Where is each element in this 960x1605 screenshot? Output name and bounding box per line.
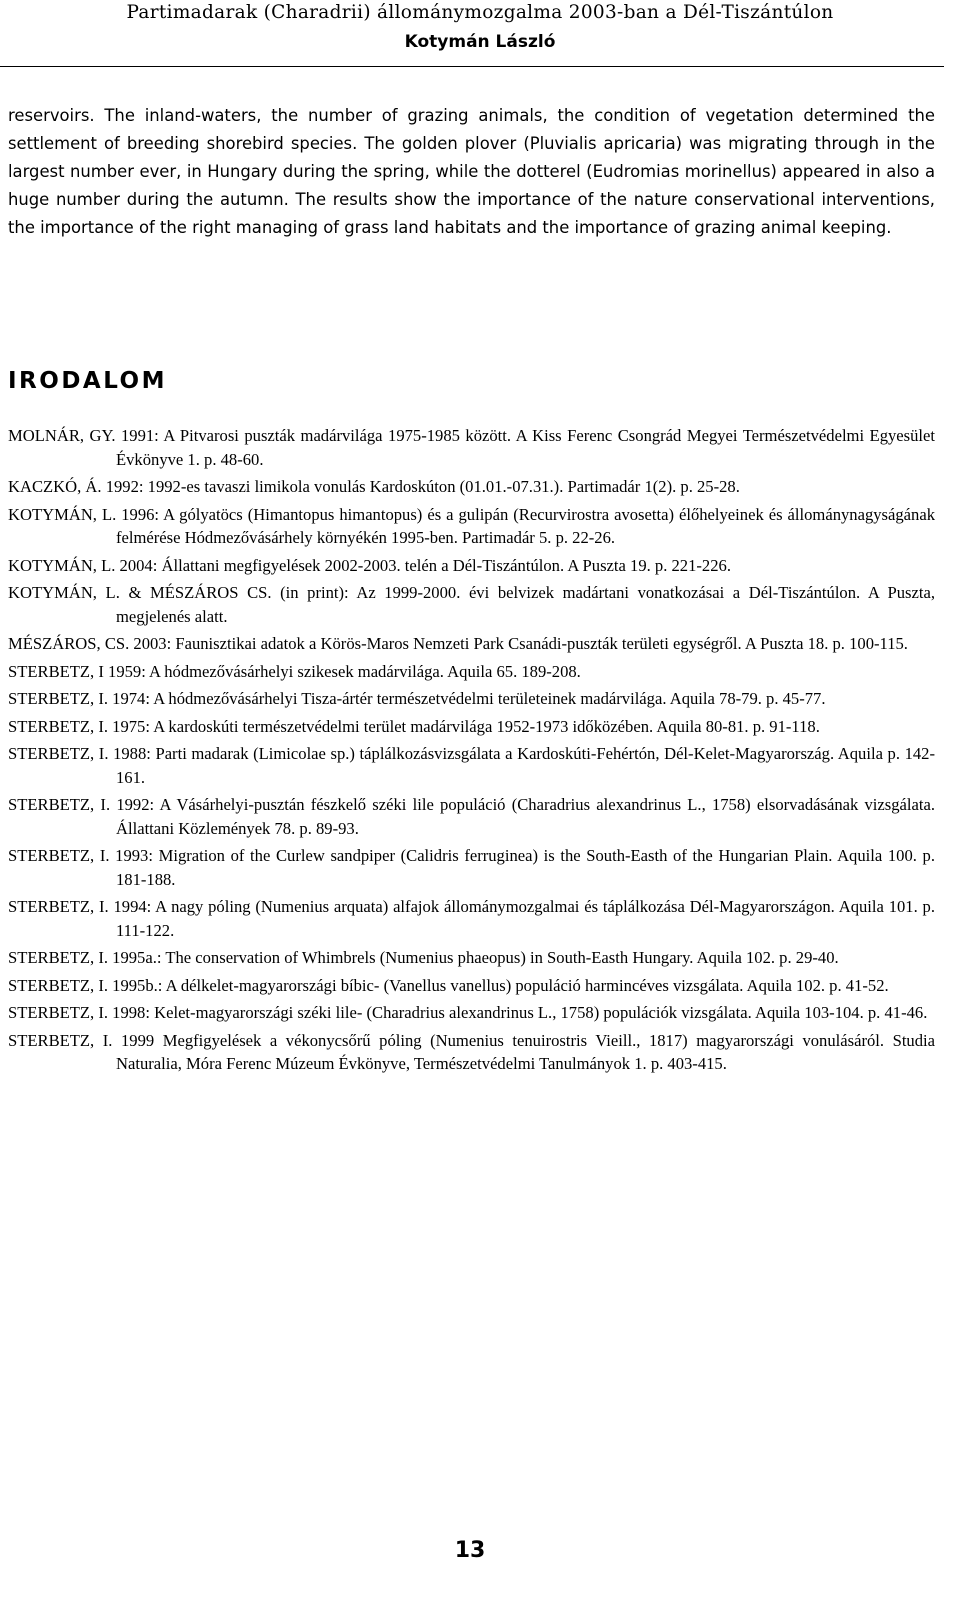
running-author: Kotymán László: [404, 32, 556, 52]
running-header: [0, 0, 960, 53]
running-title: Partimadarak (Charadrii) állománymozgalma 2003-ban a Dél-Tiszántúlon: [126, 2, 834, 23]
page-number: 13: [454, 1538, 486, 1563]
reference-item: STERBETZ, I. 1992: A Vásárhelyi-pusztán fészkelő széki lile populáció (Charadrius alexandrinus L., 1758) elsorvadásának vizsgálata. Állattani Közlemények 78. p. 89-93.: [8, 795, 935, 838]
reference-item: KOTYMÁN, L. 1996: A gólyatöcs (Himantopus himantopus) és a gulipán (Recurvirostra avosetta) élőhelyeinek és állománynagyságának felmérése Hódmezővásárhely környékén 1995-ben. Partimadár 5. p. 22-26.: [8, 504, 935, 547]
reference-item: STERBETZ, I. 1995b.: A délkelet-magyarországi bíbic- (Vanellus vanellus) populáció harmincéves vizsgálata. Aquila 102. p. 41-52.: [8, 975, 889, 995]
reference-item: STERBETZ, I. 1975: A kardoskúti természetvédelmi terület madárvilága 1952-1973 időközében. Aquila 80-81. p. 91-118.: [8, 716, 820, 736]
reference-item: STERBETZ, I. 1994: A nagy póling (Numenius arquata) alfajok állománymozgalmai és táplálkozása Dél-Magyarországon. Aquila 101. p. 111-122.: [8, 897, 935, 940]
reference-item: STERBETZ, I. 1974: A hódmezővásárhelyi Tisza-ártér természetvédelmi területeinek madárvilága. Aquila 78-79. p. 45-77.: [8, 689, 826, 708]
reference-item: MOLNÁR, GY. 1991: A Pitvarosi puszták madárvilága 1975-1985 között. A Kiss Ferenc Csongrád Megyei Természetvédelmi Egyesület Évkönyve 1. p. 48-60.: [8, 426, 935, 469]
reference-item: STERBETZ, I. 1995a.: The conservation of Whimbrels (Numenius phaeopus) in South-Easth Hungary. Aquila 102. p. 29-40.: [8, 948, 839, 967]
reference-item: STERBETZ, I. 1993: Migration of the Curlew sandpiper (Calidris ferruginea) is the South-Easth of the Hungarian Plain. Aquila 100. p. 181-188.: [8, 846, 935, 889]
reference-item: MÉSZÁROS, CS. 2003: Faunisztikai adatok a Körös-Maros Nemzeti Park Csanádi-puszták területi egységről. A Puszta 18. p. 100-115.: [8, 634, 908, 653]
header-rule: [0, 66, 944, 67]
reference-item: KOTYMÁN, L. 2004: Állattani megfigyelések 2002-2003. telén a Dél-Tiszántúlon. A Puszta 19. p. 221-226.: [8, 555, 731, 575]
references-heading: IRODALOM: [8, 368, 167, 394]
reference-list: [8, 424, 935, 1080]
reference-item: STERBETZ, I. 1999 Megfigyelések a vékonycsőrű póling (Numenius tenuirostris Vieill., 1817) magyarországi vonulásáról. Studia Naturalia, Móra Ferenc Múzeum Évkönyve, Természetvédelmi Tanulmányok 1. p. 403-415.: [8, 1030, 935, 1073]
abstract-paragraph: reservoirs. The inland-waters, the number of grazing animals, the condition of vegetation determined the settlement of breeding shorebird species. The golden plover (Pluvialis apricaria) was migrating through in the largest number ever, in Hungary during the spring, while the dotterel (Eudromias morinellus) appeared in also a huge number during the autumn. The results show the importance of the nature conservational interventions, the importance of the right managing of grass land habitats and the importance of grazing animal keeping.: [8, 106, 935, 237]
reference-item: STERBETZ, I. 1998: Kelet-magyarországi széki lile- (Charadrius alexandrinus L., 1758) populációk vizsgálata. Aquila 103-104. p. 41-46.: [8, 1003, 928, 1022]
reference-item: KOTYMÁN, L. & MÉSZÁROS CS. (in print): Az 1999-2000. évi belvizek madártani vonatkozásai a Dél-Tiszántúlon. A Puszta, megjelenés alatt.: [8, 583, 935, 626]
reference-item: STERBETZ, I. 1988: Parti madarak (Limicolae sp.) táplálkozásvizsgálata a Kardoskúti-Fehértón, Dél-Kelet-Magyarország. Aquila p. 142-161.: [8, 744, 935, 787]
reference-item: KACZKÓ, Á. 1992: 1992-es tavaszi limikola vonulás Kardoskúton (01.01.-07.31.). Partimadár 1(2). p. 25-28.: [8, 477, 740, 496]
abstract-block: [8, 102, 935, 242]
reference-item: STERBETZ, I 1959: A hódmezővásárhelyi szikesek madárvilága. Aquila 65. 189-208.: [8, 661, 581, 681]
